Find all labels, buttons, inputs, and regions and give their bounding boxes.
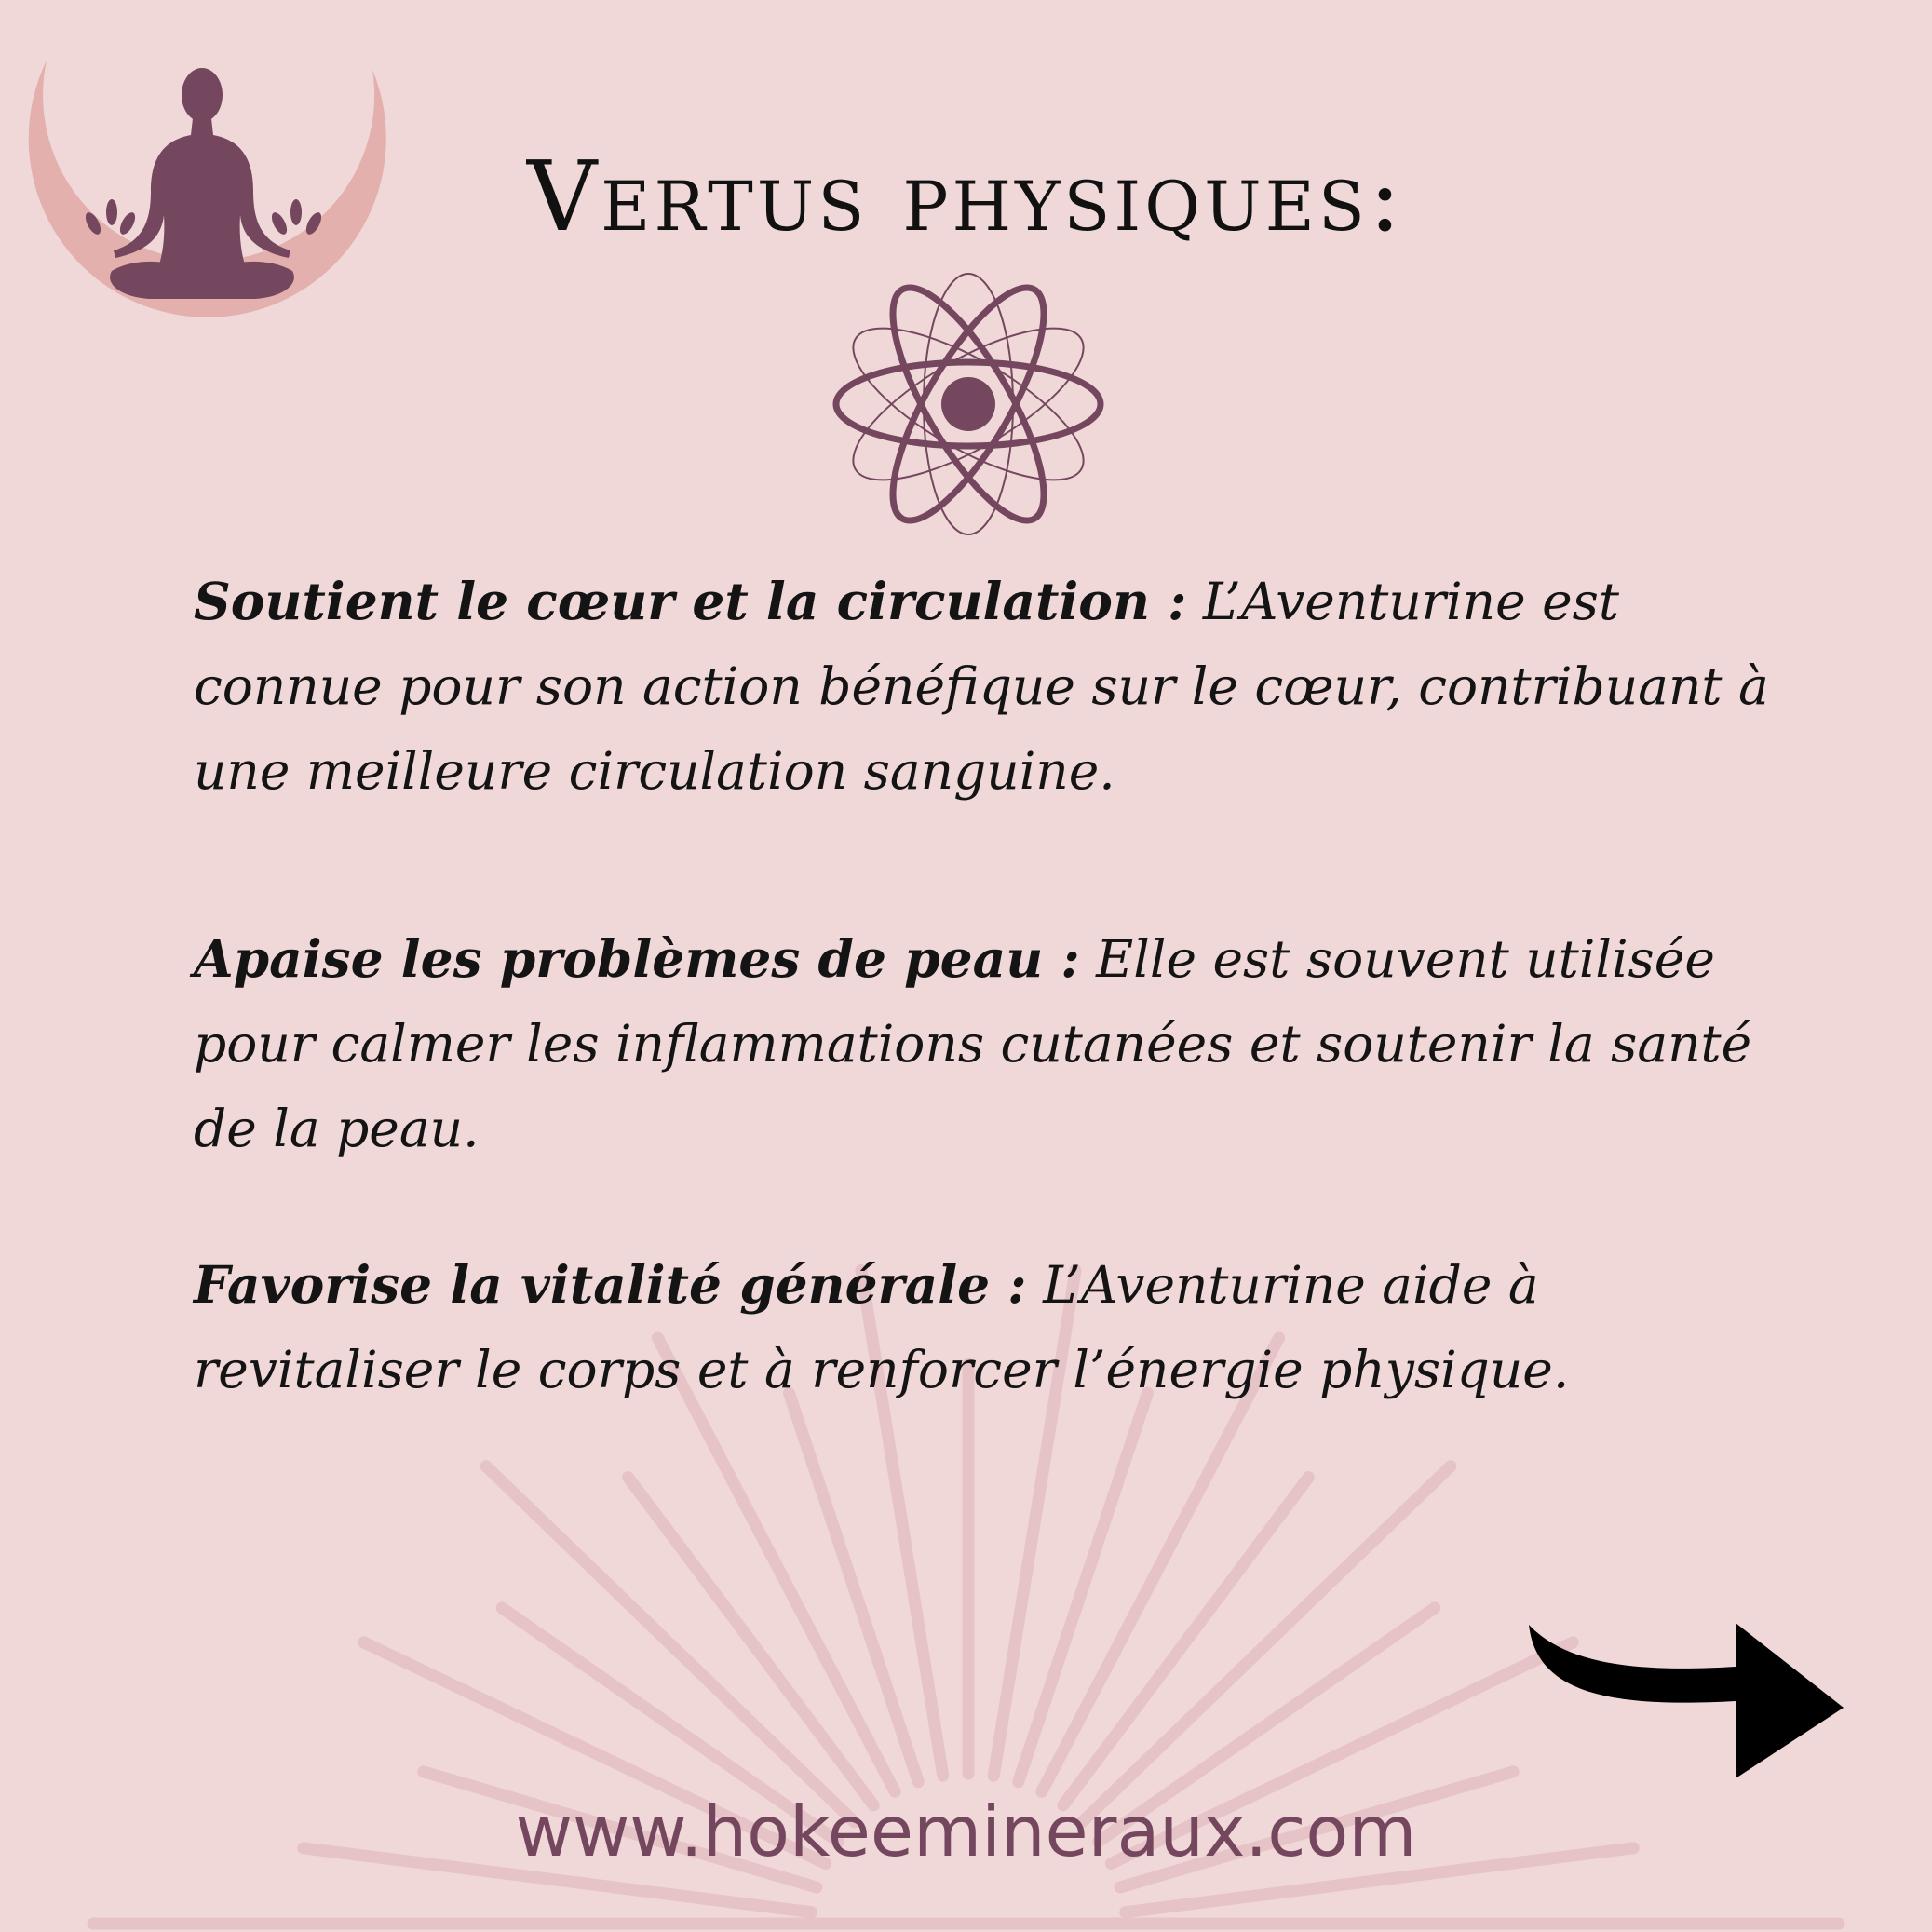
section-text: L’Aventurine est connue pour son action bénéfique sur le cœur, contribuant à une meilleure circulation sanguine. (194, 572, 1769, 801)
section-vitality (194, 1242, 1777, 1412)
section-text: Elle est souvent utilisée pour calmer les inflammations cutanées et soutenir la santé de la peau. (194, 929, 1752, 1158)
page-title: Vertus physiques: (527, 140, 1405, 253)
section-heart-circulation (194, 559, 1777, 814)
website-link[interactable]: www.hokeemineraux.com (515, 1790, 1417, 1872)
sunburst-ray (1082, 1466, 1451, 1822)
atom-icon (819, 263, 1117, 553)
section-heading: Soutient le cœur et la circulation : (194, 571, 1187, 631)
section-heading: Favorise la vitalité générale : (194, 1254, 1027, 1315)
section-heading: Apaise les problèmes de peau : (194, 928, 1080, 989)
curved-arrow-right-icon (1529, 1623, 1844, 1778)
section-text: L’Aventurine aide à revitaliser le corps et à renforcer l’énergie physique. (194, 1255, 1570, 1399)
sunburst-ray (486, 1466, 855, 1822)
next-arrow-button[interactable] (1518, 1615, 1853, 1792)
section-skin (194, 916, 1777, 1171)
